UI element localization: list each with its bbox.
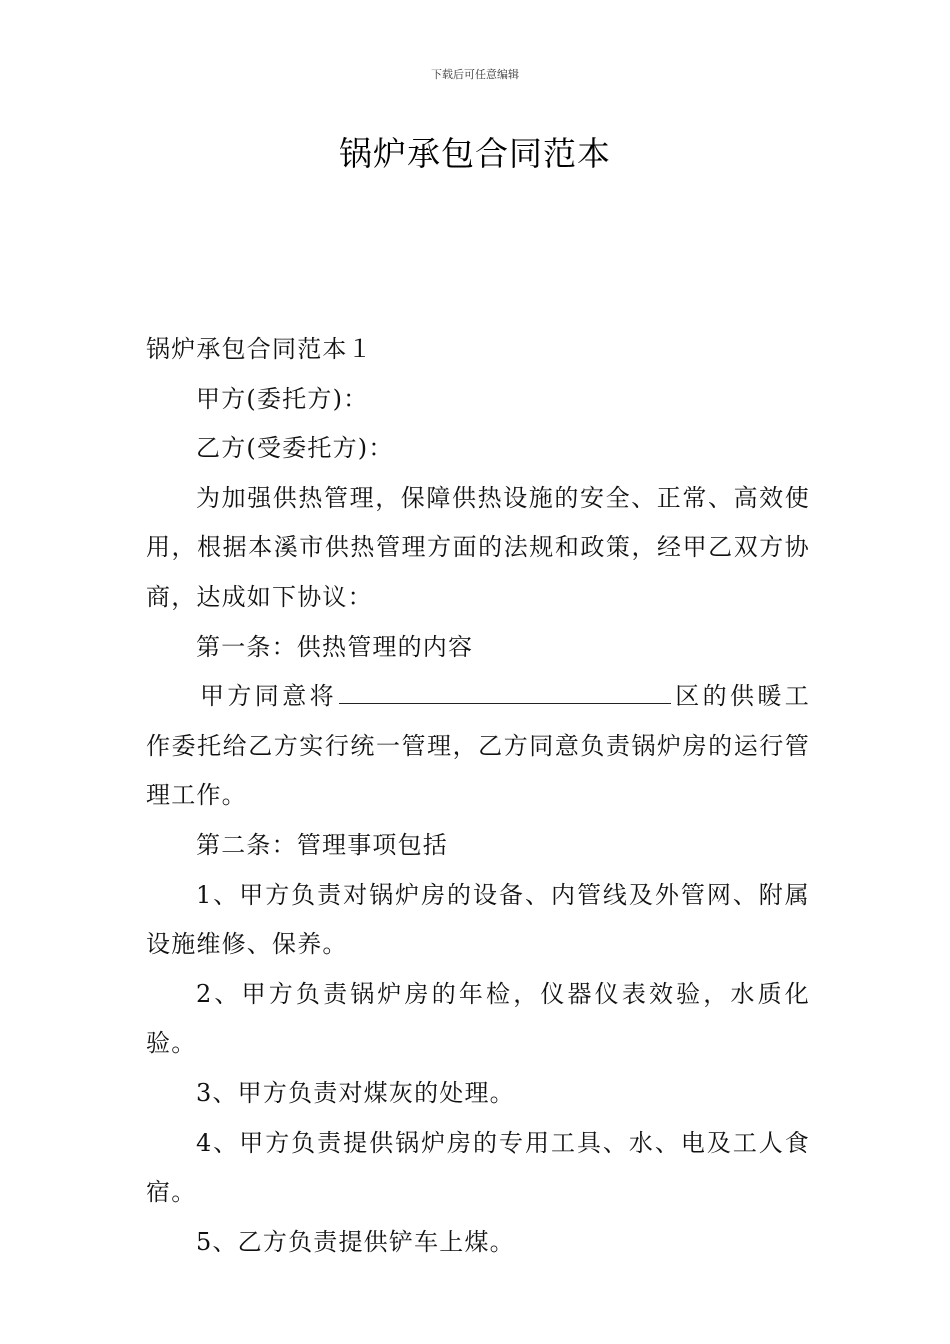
article-1-text-after: 区的供暖工作委托给乙方实行统一管理，乙方同意负责锅炉房的运行管理工作。 (146, 682, 810, 810)
list-item: 3、甲方负责对煤灰的处理。 (196, 1078, 515, 1107)
article-1-paragraph (146, 672, 810, 821)
article-1-title: 第一条：供热管理的内容 (196, 632, 474, 661)
list-item: 1、甲方负责对锅炉房的设备、内管线及外管网、附属设施维修、保养。 (146, 880, 810, 959)
document-title: 锅炉承包合同范本 (339, 134, 611, 173)
party-a-line: 甲方(委托方)： (196, 384, 369, 413)
article-1-text-before: 甲方同意将 (200, 682, 337, 711)
fill-in-blank-district[interactable] (339, 683, 671, 704)
document-body (146, 325, 810, 1267)
list-item: 2、甲方负责锅炉房的年检，仪器仪表效验，水质化验。 (146, 979, 810, 1058)
section-title: 锅炉承包合同范本１ (146, 335, 373, 363)
header-note: 下载后可任意编辑 (431, 68, 519, 81)
party-b-line: 乙方(受委托方)： (196, 434, 394, 463)
list-item: 5、乙方负责提供铲车上煤。 (196, 1227, 515, 1256)
article-2-title: 第二条：管理事项包括 (196, 830, 448, 859)
list-item: 4、甲方负责提供锅炉房的专用工具、水、电及工人食宿。 (146, 1128, 810, 1207)
preamble-paragraph: 为加强供热管理，保障供热设施的安全、正常、高效使用，根据本溪市供热管理方面的法规和政策，经甲乙双方协商，达成如下协议： (146, 483, 810, 611)
